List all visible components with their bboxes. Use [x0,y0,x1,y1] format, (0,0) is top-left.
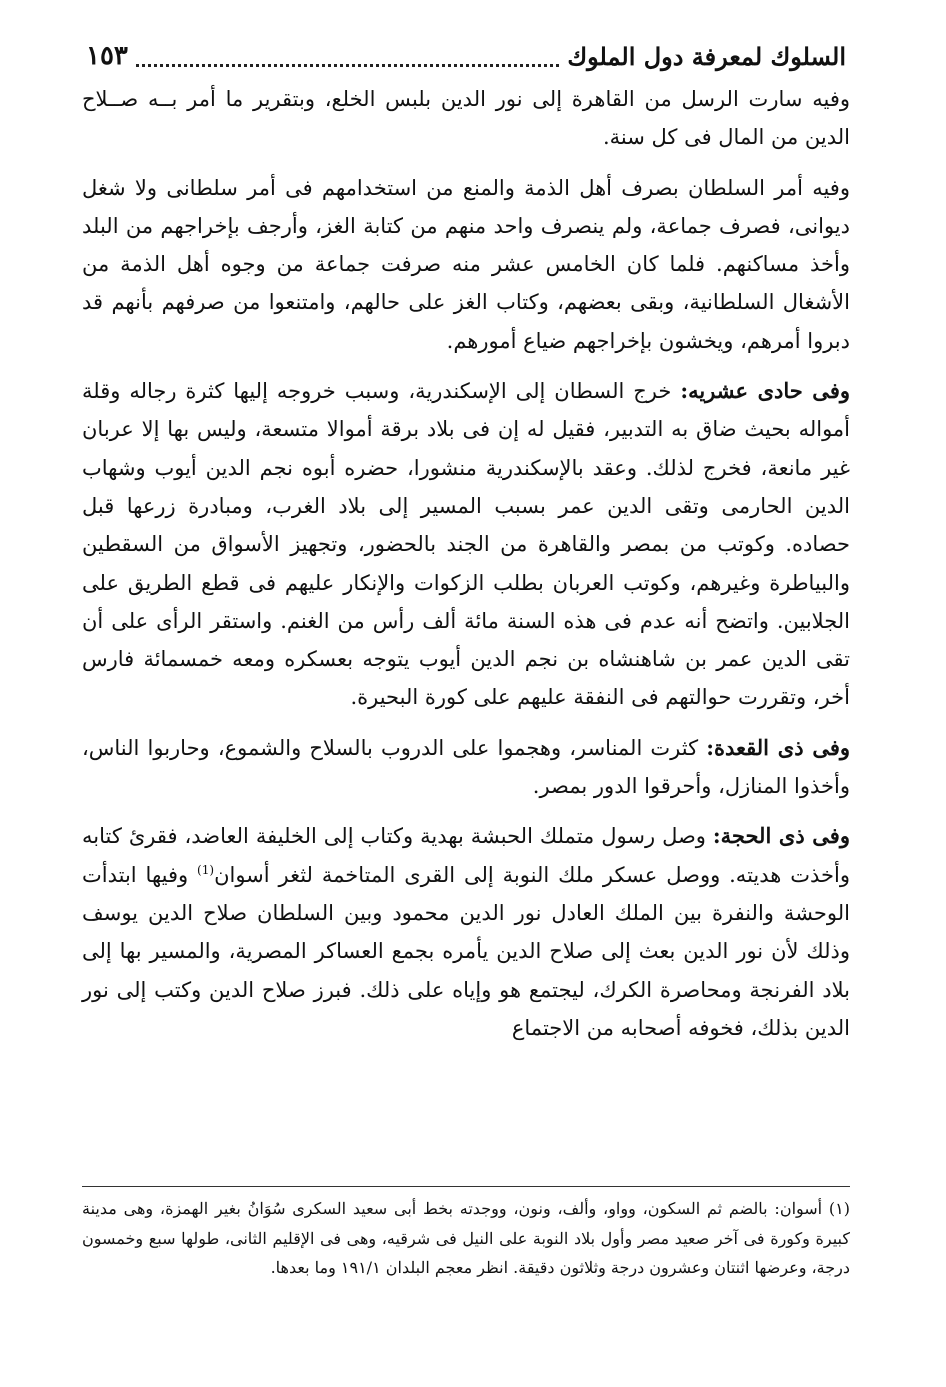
paragraph-lead: وفى حادى عشريه: [680,378,850,404]
paragraph-text: وصل رسول متملك الحبشة بهدية وكتاب إلى الخليفة العاضد، فقرئ كتابه وأخذت هديته. ووصل عسكر ملك النوبة إلى القرى المتاخمة لثغر أسوان [82,824,850,887]
paragraph-lead: وفى ذى الحجة: [712,823,850,849]
main-text [82,80,850,1059]
paragraph [82,80,850,157]
paragraph-text: كثرت المناسر، وهجموا على الدروب بالسلاح والشموع، وحاربوا الناس، وأخذوا المنازل، وأحرقوا الدور بمصر. [82,735,850,799]
paragraph-lead: وفى ذى القعدة: [706,734,850,760]
header-dot-leader [136,46,559,67]
footnote-reference: (1) [197,862,215,877]
paragraph-text: وفيه سارت الرسل من القاهرة إلى نور الدين بلبس الخلع، وبتقرير ما أمر بــه صــلاح الدين من المال فى كل سنة. [82,87,850,150]
book-title: السلوك لمعرفة دول الملوك [567,41,846,71]
running-header [86,36,846,76]
footnote [82,1194,850,1283]
paragraph [82,169,850,360]
paragraph-text: خرج السطان إلى الإسكندرية، وسبب خروجه إليها كثرة رجاله وقلة أمواله بحيث ضاق به التدبير، فقيل له إن فى بلاد برقة أموالا متسعة، وليس بها إلا عربان غير مانعة، فخرج لذلك. وعقد بالإسكندرية منشورا، حضره أبوه نجم الدين أيوب وشهاب الدين الحارمى وتقى الدين عمر بسبب المسير إلى بلاد الغرب، ومبادرة زرعها قبل حصاده. وكوتب من بمصر والقاهرة من الجند بالحضور، وتجهيز الأسواق من السقطين والبياطرة وغيرهم، وكوتب العربان بطلب الزكوات والإنكار عليهم فى قطع الطريق على الجلابين. واتضح أنه عدم فى هذه السنة مائة ألف رأس من الغنم. واستقر الرأى على أن تقى الدين عمر بن شاهنشاه بن نجم الدين أيوب يتوجه بعسكره ومعه خمسمائة فارس أخر، وتقررت حوالتهم فى النفقة عليهم على كورة البحيرة. [82,379,850,710]
paragraph [82,729,850,806]
paragraph-text: وفيه أمر السلطان بصرف أهل الذمة والمنع من استخدامهم فى أمر سلطانى ولا شغل ديوانى، فصرف جماعة، ولم ينصرف واحد منهم من كتابة الغز، وأرجف بإخراجهم من البلد وأخذ مساكنهم. فلما كان الخامس عشر منه صرفت جماعة من وجوه أهل الذمة من الأشغال السلطانية، وبقى بعضهم، وكتاب الغز على حالهم، وامتنعوا من صرفهم بأنهم قد دبروا أمرهم، ويخشون بإخراجهم ضياع أمورهم. [82,175,850,353]
footnote-text: (١) أسوان: بالضم ثم السكون، وواو، وألف، ونون، ووجدته بخط أبى سعيد السكرى سُوَانُ بغير الهمزة، وهى مدينة كبيرة وكورة فى آخر صعيد مصر وأول بلاد النوبة على النيل فى شرقيه، وهى فى الإقليم الثانى، طولها سبع وخمسون درجة، وعرضها اثنتان وعشرون درجة وثلاثون دقيقة. انظر معجم البلدان ١٩١/١ وما بعدها. [82,1199,851,1277]
page-number: ١٥٣ [86,41,128,71]
paragraph [82,817,850,1047]
paragraph [82,372,850,717]
paragraph-text-continued: وفيها ابتدأت الوحشة والنفرة بين الملك العادل نور الدين محمود وبين السلطان صلاح الدين يوسف وذلك لأن نور الدين بعث إلى صلاح الدين يأمره بجمع العساكر المصرية، والمسير بها إلى بلاد الفرنجة ومحاصرة الكرك، ليجتمع هو وإياه على ذلك. فبرز صلاح الدين وكتب إلى نور الدين بذلك، فخوفه أصحابه من الاجتماع [82,862,850,1040]
footnote-separator [82,1186,850,1187]
